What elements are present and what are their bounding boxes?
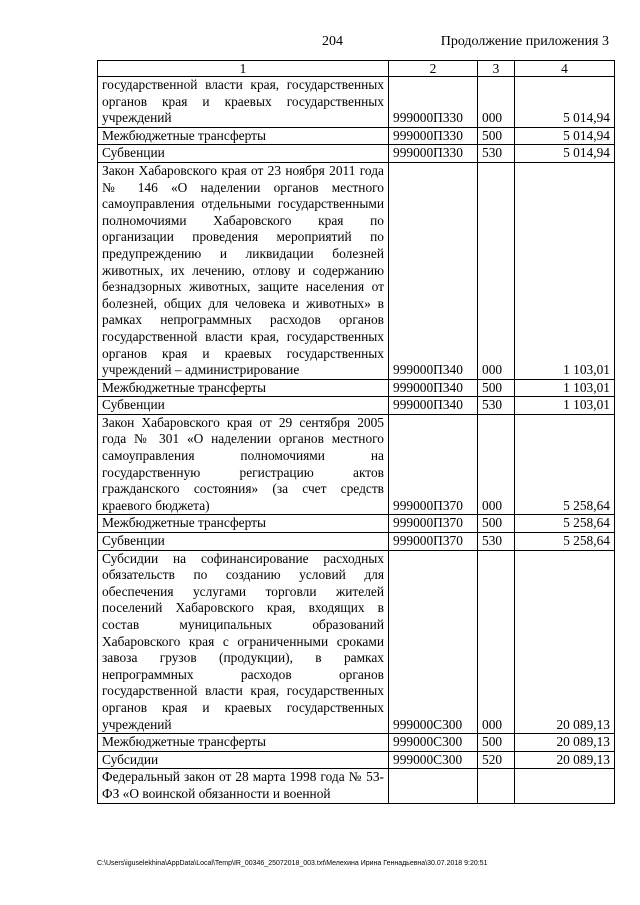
row-description: Субвенции	[98, 397, 389, 415]
row-target-code: 999000П370	[389, 414, 478, 515]
table-row	[98, 751, 615, 769]
row-description: Закон Хабаровского края от 23 ноября 2011 года № 146 «О наделении органов местного самоуправления отдельными государственными полномочиями Хабаровского края по организации проведения мероприятий по предупреждению и ликвидации болезней животных, их лечению, отлову и содержанию безнадзорных животных, защите населения от болезней, общих для человека и животных» в рамках непрограммных расходов органов государственной власти края, государственных органов края и краевых государственных учреждений – администрирование	[98, 162, 389, 379]
row-amount: 1 103,01	[515, 162, 615, 379]
row-expense-type: 530	[478, 533, 515, 551]
column-header: 4	[515, 61, 615, 77]
row-expense-type: 520	[478, 751, 515, 769]
row-amount: 20 089,13	[515, 550, 615, 734]
row-target-code	[389, 769, 478, 803]
column-header: 3	[478, 61, 515, 77]
budget-table	[97, 60, 615, 804]
row-expense-type: 500	[478, 515, 515, 533]
row-target-code: 999000П330	[389, 127, 478, 145]
row-target-code: 999000П340	[389, 162, 478, 379]
row-target-code: 999000П340	[389, 397, 478, 415]
page-number: 204	[322, 34, 343, 49]
row-expense-type: 500	[478, 127, 515, 145]
row-description: Межбюджетные трансферты	[98, 379, 389, 397]
row-description: Межбюджетные трансферты	[98, 127, 389, 145]
table-row	[98, 515, 615, 533]
row-description: Субвенции	[98, 533, 389, 551]
row-amount: 5 258,64	[515, 515, 615, 533]
table-row	[98, 127, 615, 145]
row-target-code: 999000П340	[389, 379, 478, 397]
footer-file-path: C:\Users\iguselekhina\AppData\Local\Temp\IR_00346_25072018_003.txt\Мелехина Ирина Геннадьевна\30.07.2018 9:20:51	[97, 860, 488, 867]
table-row	[98, 769, 615, 803]
row-amount: 1 103,01	[515, 397, 615, 415]
row-amount: 5 014,94	[515, 145, 615, 163]
table-row	[98, 397, 615, 415]
row-amount: 5 014,94	[515, 127, 615, 145]
row-expense-type: 000	[478, 414, 515, 515]
row-amount	[515, 769, 615, 803]
table-row	[98, 734, 615, 752]
table-row	[98, 145, 615, 163]
continuation-label: Продолжение приложения 3	[440, 34, 609, 49]
row-expense-type: 530	[478, 397, 515, 415]
row-description: государственной власти края, государственных органов края и краевых государственных учреждений	[98, 77, 389, 128]
table-row	[98, 414, 615, 515]
row-amount: 5 258,64	[515, 533, 615, 551]
row-target-code: 999000П370	[389, 515, 478, 533]
row-description: Межбюджетные трансферты	[98, 515, 389, 533]
row-target-code: 999000С300	[389, 550, 478, 734]
row-target-code: 999000П330	[389, 77, 478, 128]
row-expense-type: 000	[478, 162, 515, 379]
column-header: 1	[98, 61, 389, 77]
row-description: Субвенции	[98, 145, 389, 163]
table-row	[98, 379, 615, 397]
row-amount: 20 089,13	[515, 751, 615, 769]
row-target-code: 999000П330	[389, 145, 478, 163]
row-target-code: 999000С300	[389, 734, 478, 752]
row-expense-type: 000	[478, 77, 515, 128]
table-row	[98, 550, 615, 734]
row-amount: 1 103,01	[515, 379, 615, 397]
row-expense-type: 500	[478, 734, 515, 752]
row-expense-type: 500	[478, 379, 515, 397]
row-expense-type: 000	[478, 550, 515, 734]
row-description: Федеральный закон от 28 марта 1998 года № 53-ФЗ «О воинской обязанности и военной	[98, 769, 389, 803]
row-description: Субсидии	[98, 751, 389, 769]
row-amount: 5 014,94	[515, 77, 615, 128]
row-expense-type: 530	[478, 145, 515, 163]
row-target-code: 999000С300	[389, 751, 478, 769]
table-row	[98, 162, 615, 379]
table-row	[98, 77, 615, 128]
row-amount: 5 258,64	[515, 414, 615, 515]
row-description: Закон Хабаровского края от 29 сентября 2005 года № 301 «О наделении органов местного самоуправления полномочиями на государственную регистрацию актов гражданского состояния» (за счет средств краевого бюджета)	[98, 414, 389, 515]
row-target-code: 999000П370	[389, 533, 478, 551]
row-description: Субсидии на софинансирование расходных обязательств по созданию условий для обеспечения услугами торговли жителей поселений Хабаровского края, входящих в состав муниципальных образований Хабаровского края с ограниченными сроками завоза грузов (продукции), в рамках непрограммных расходов органов государственной власти края, государственных органов края и краевых государственных учреждений	[98, 550, 389, 734]
column-header: 2	[389, 61, 478, 77]
table-header-row	[98, 61, 615, 77]
row-description: Межбюджетные трансферты	[98, 734, 389, 752]
row-expense-type	[478, 769, 515, 803]
table-row	[98, 533, 615, 551]
row-amount: 20 089,13	[515, 734, 615, 752]
